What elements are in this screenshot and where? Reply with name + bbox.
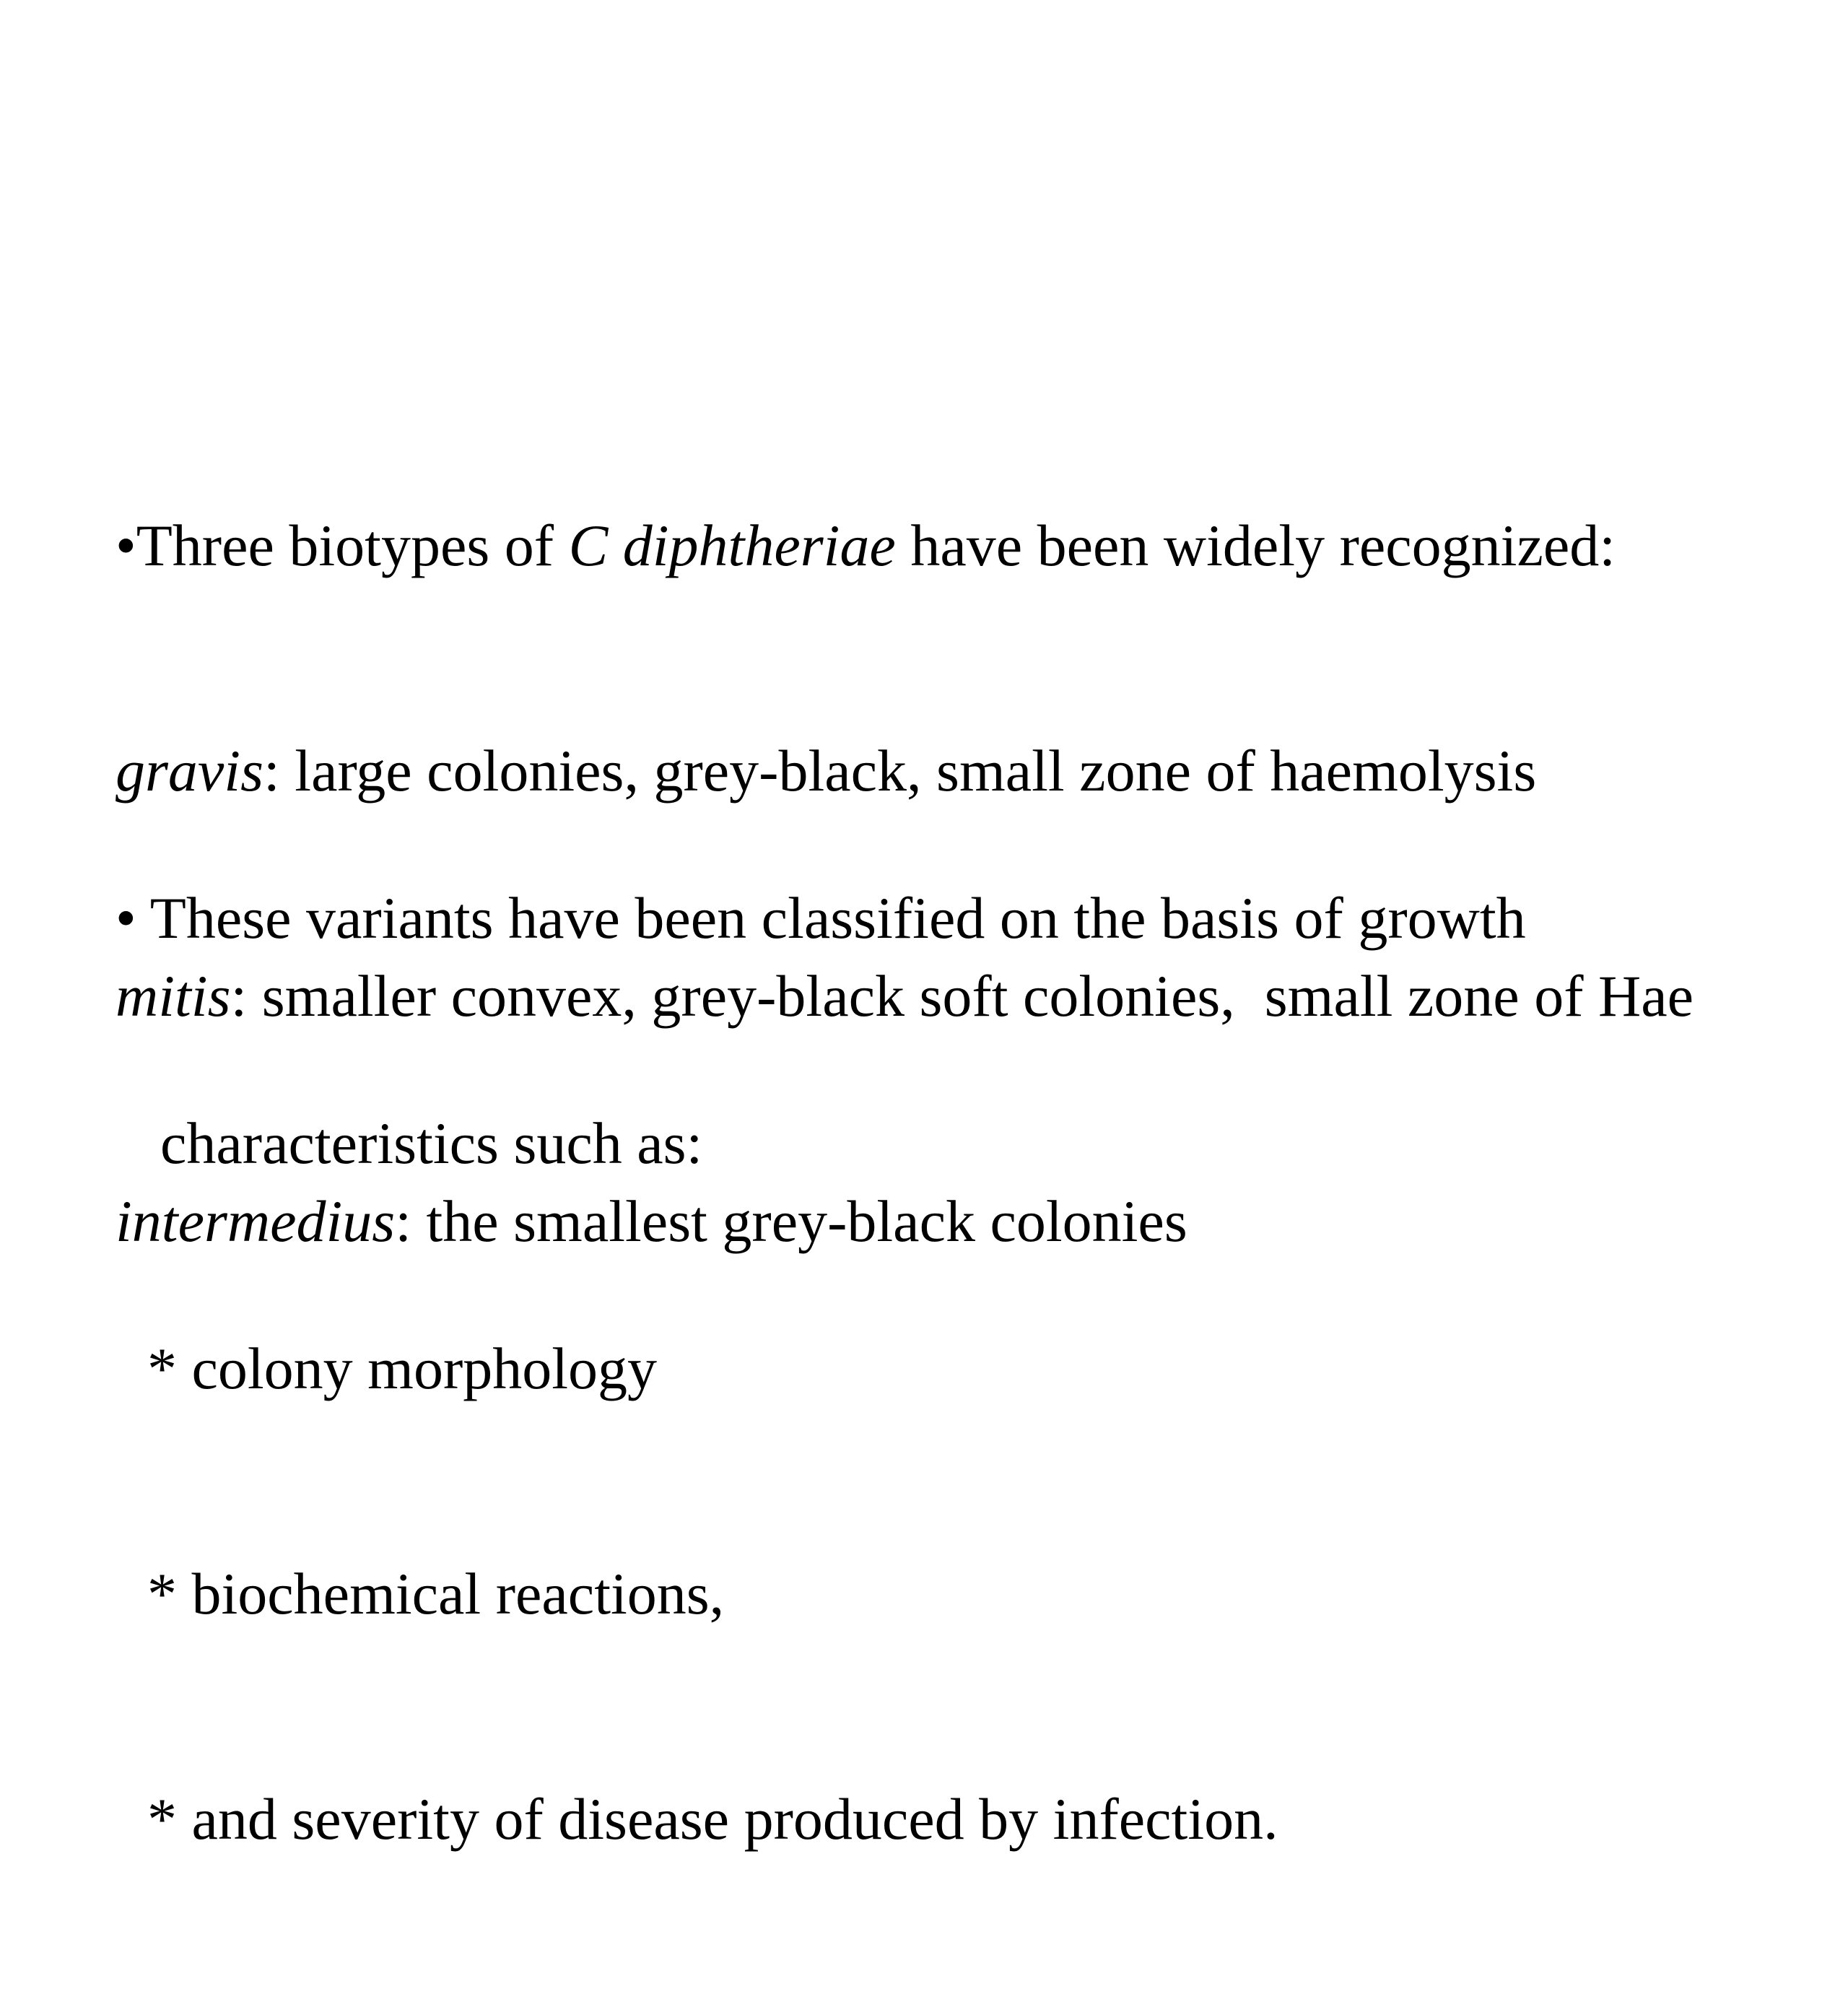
classification-block: [116, 731, 1526, 2007]
intro-text-pre: •Three biotypes of: [116, 513, 569, 578]
biotype-name: gravis: [116, 738, 263, 804]
biotype-desc: : large colonies, grey-black, small zone of haemolysis: [263, 738, 1537, 804]
criteria-item: * colony morphology: [147, 1336, 658, 1401]
intro-text-post: have been widely recognized:: [895, 513, 1616, 578]
criteria-item: * and severity of disease produced by infection.: [147, 1786, 1278, 1852]
species-name: C diphtheriae: [568, 513, 896, 578]
classification-line-1: • These variants have been classified on the basis of growth: [116, 885, 1526, 951]
biotypes-intro: [116, 508, 1694, 583]
biotype-name: intermedius: [116, 1188, 396, 1254]
criteria-item: * biochemical reactions,: [147, 1561, 725, 1627]
classification-line-2: characteristics such as:: [160, 1110, 703, 1176]
biotype-name: mitis: [116, 963, 231, 1029]
biotype-desc: : smaller convex, grey-black soft colonies, small zone of Hae: [230, 963, 1694, 1029]
biotype-desc: : the smallest grey-black colonies: [395, 1188, 1187, 1254]
